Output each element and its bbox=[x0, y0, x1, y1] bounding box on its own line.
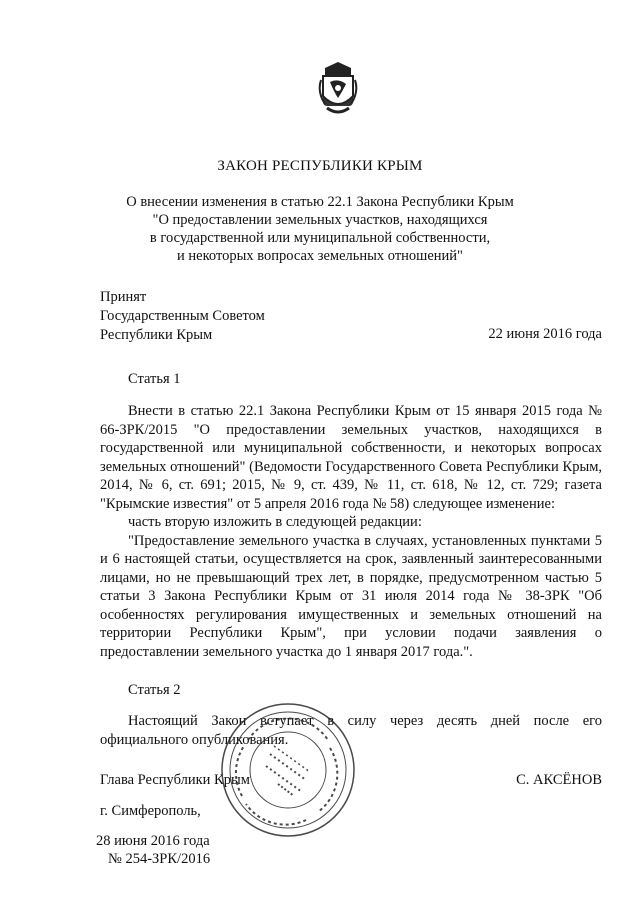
article-1-paragraph: "Предоставление земельного участка в случаях, установленных пунктами 5 и 6 настоящей статьи, осуществляется на срок, заявленный заинтересованными лицами, но не превышающий трех лет, в порядке, предусмотренном частью 5 статьи 3 Закона Республики Крым от 31 июля 2014 года № 38-ЗРК "Об особенностях регулирования имущественных и земельных отношений на территории Республики Крым", при условии подачи заявления о предоставлении земельного участка до 1 января 2017 года.". bbox=[100, 532, 602, 660]
law-number: № 254-ЗРК/2016 bbox=[108, 851, 211, 867]
article-2-heading: Статья 2 bbox=[128, 682, 181, 698]
accepted-line: Республики Крым bbox=[100, 327, 213, 343]
document-subtitle bbox=[0, 193, 640, 265]
article-2-paragraph: Настоящий Закон вступает в силу через десять дней после его официального опубликования. bbox=[100, 713, 602, 748]
accepted-line: Государственным Советом bbox=[100, 308, 265, 324]
crimea-coat-of-arms-icon bbox=[317, 58, 359, 120]
city: г. Симферополь, bbox=[100, 803, 201, 819]
signatory-name: С. АКСЁНОВ bbox=[516, 772, 602, 788]
accepted-date: 22 июня 2016 года bbox=[488, 326, 602, 342]
subtitle-line: и некоторых вопросах земельных отношений" bbox=[177, 248, 463, 264]
article-1-paragraph: Внести в статью 22.1 Закона Республики Крым от 15 января 2015 года № 66-ЗРК/2015 "О предоставлении земельных участков, находящихся в государственной или муниципальной собственности, и некоторых вопросах земельных отношений" (Ведомости Государственного Совета Республики Крым, 2014, № 6, ст. 691; 2015, № 9, ст. 439, № 11, ст. 618, № 12, ст. 729; газета "Крымские известия" от 5 апреля 2016 года № 58) следующее изменение: bbox=[100, 403, 602, 512]
accepted-line: Принят bbox=[100, 289, 147, 305]
signatory-position: Глава Республики Крым bbox=[100, 772, 250, 788]
subtitle-line: "О предоставлении земельных участков, находящихся bbox=[152, 212, 488, 228]
law-date-block bbox=[96, 832, 210, 868]
law-date: 28 июня 2016 года bbox=[96, 833, 210, 849]
subtitle-line: в государственной или муниципальной собственности, bbox=[149, 230, 491, 246]
article-1-paragraph: часть вторую изложить в следующей редакции: bbox=[128, 514, 422, 530]
official-stamp-icon bbox=[218, 700, 358, 840]
article-1-body bbox=[100, 402, 602, 661]
article-1-heading: Статья 1 bbox=[128, 371, 181, 387]
subtitle-line: О внесении изменения в статью 22.1 Закона Республики Крым bbox=[126, 194, 514, 210]
document-title: ЗАКОН РЕСПУБЛИКИ КРЫМ bbox=[217, 158, 423, 174]
accepted-block bbox=[100, 288, 265, 345]
